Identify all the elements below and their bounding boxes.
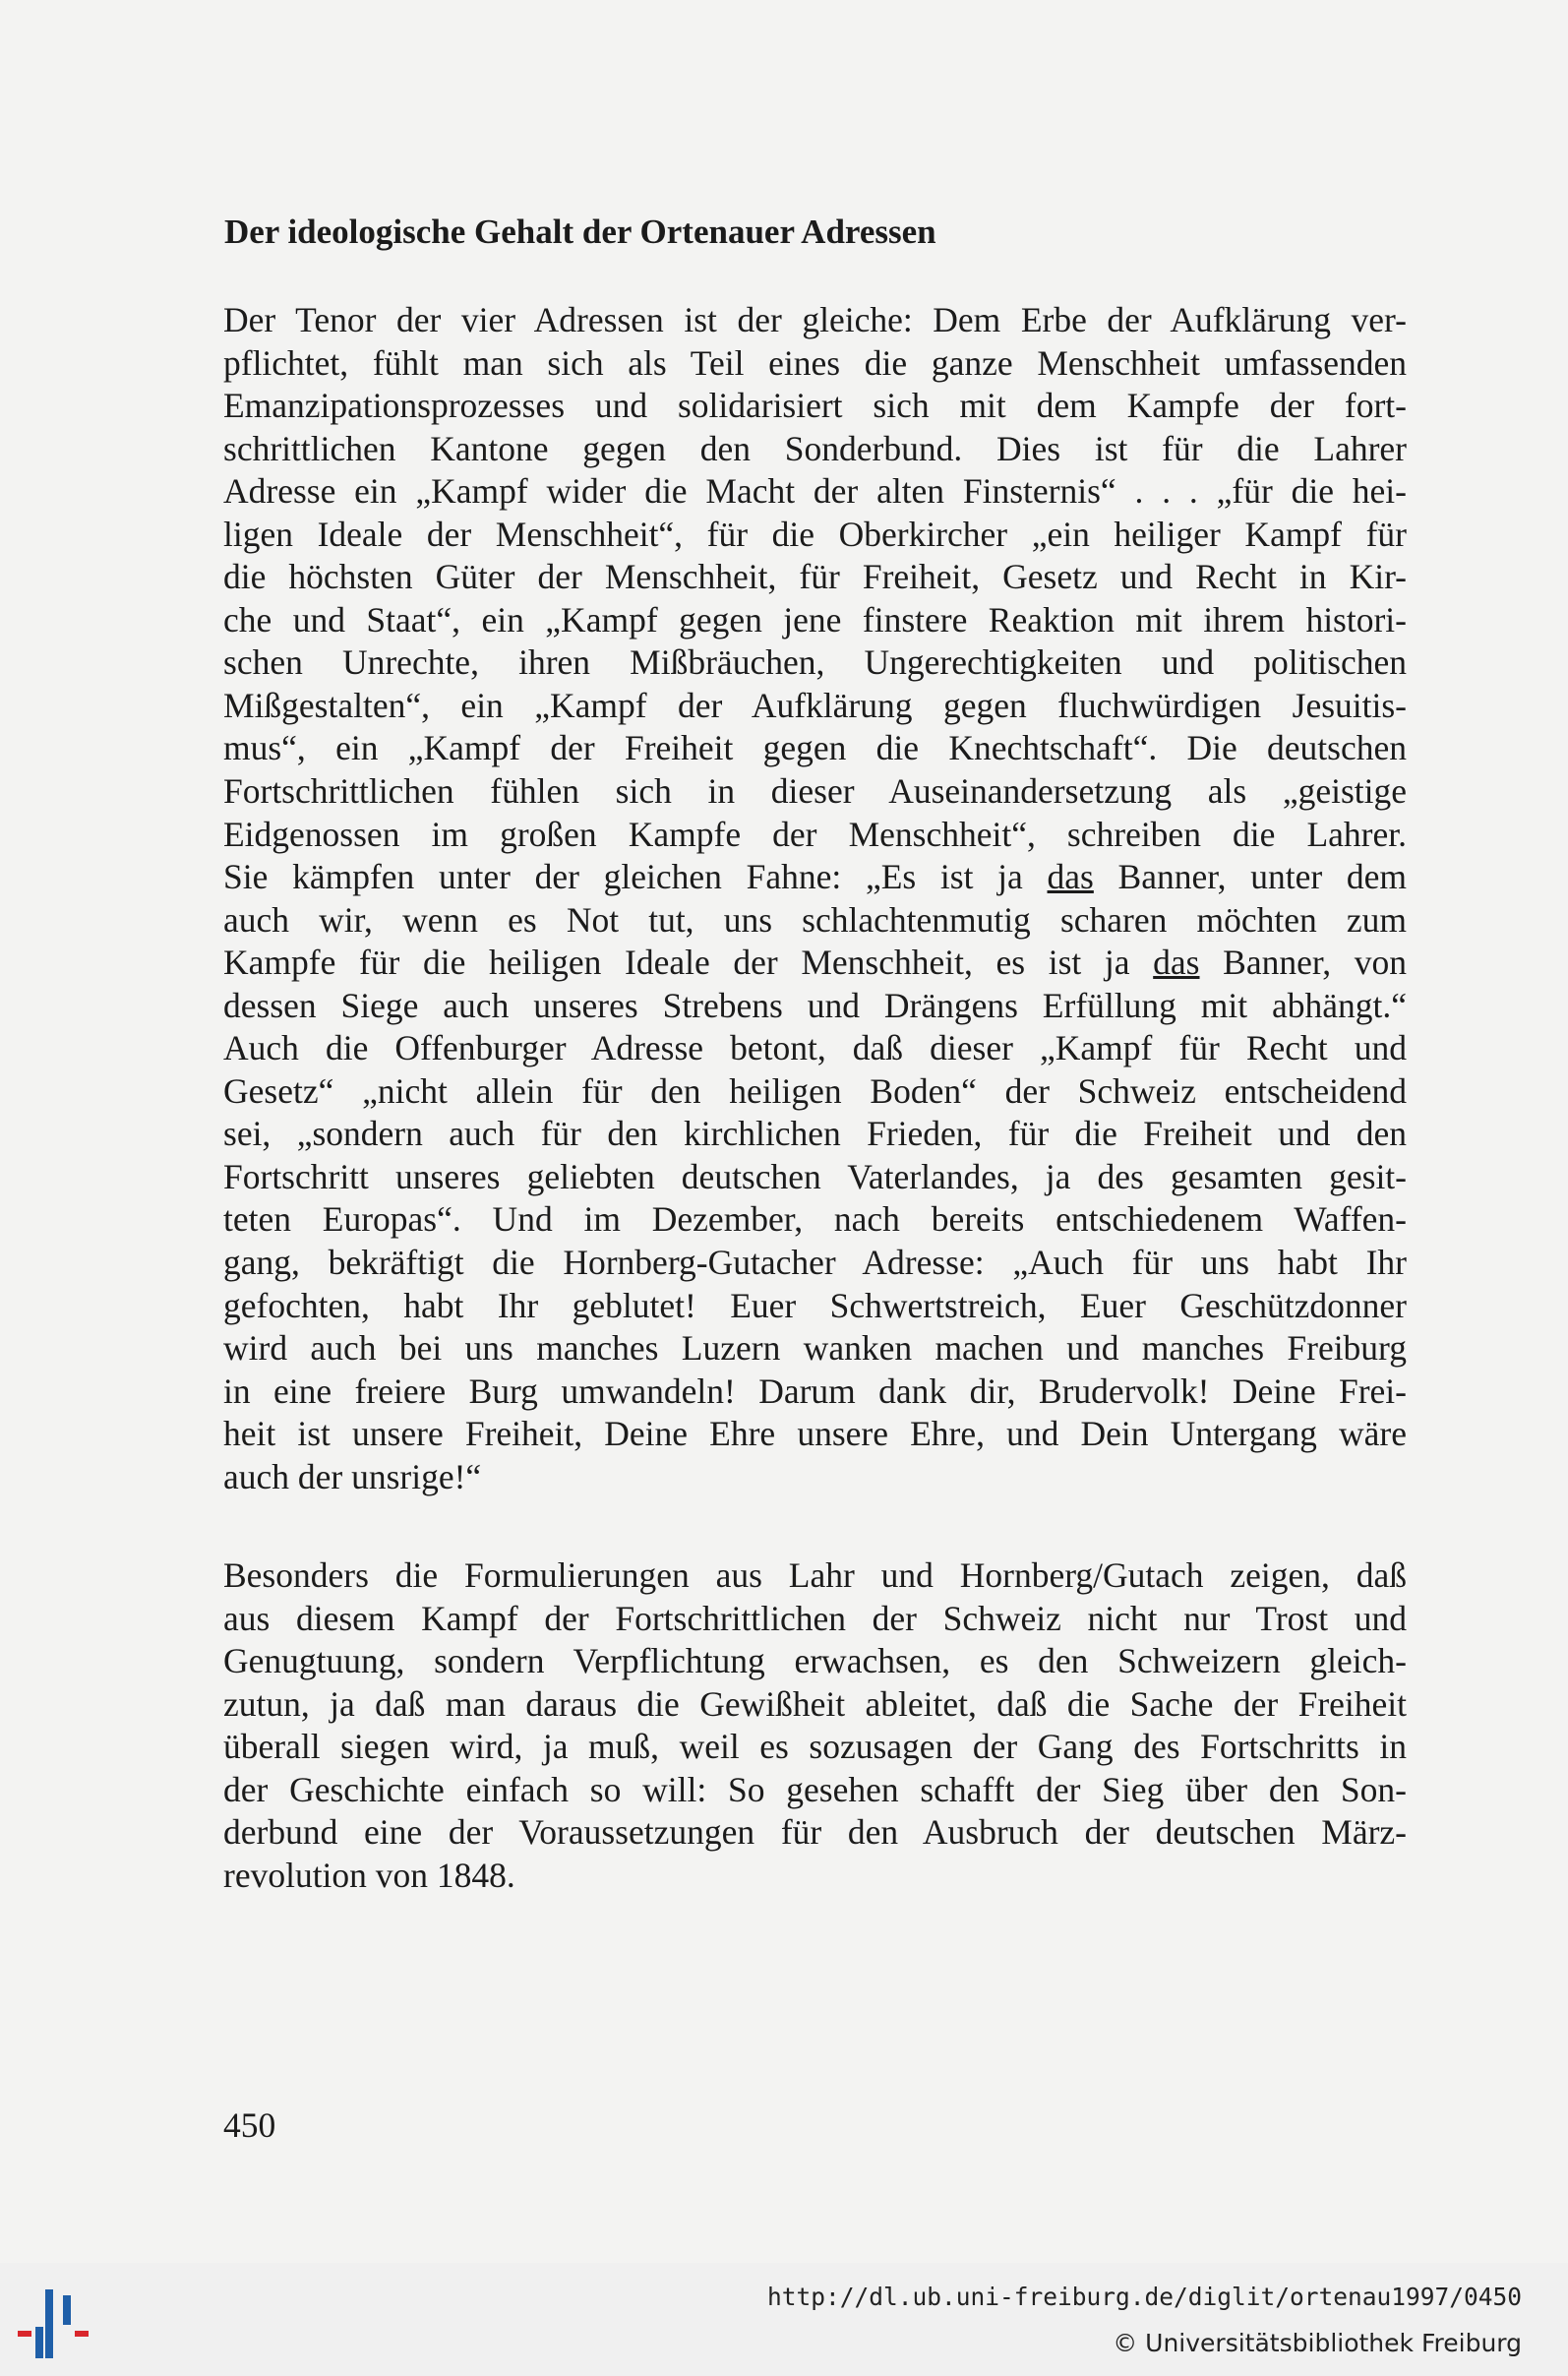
text-line: Eidgenossen im großen Kampfe der Menschheit“, schreiben die Lahrer. [223,814,1407,854]
text-line: Gesetz“ „nicht allein für den heiligen Boden“ der Schweiz entscheidend [223,1070,1407,1111]
text-line: Adresse ein „Kampf wider die Macht der alten Finsternis“ . . . „für die hei- [223,471,1407,512]
text-line: Fortschritt unseres geliebten deutschen Vaterlandes, ja des gesamten gesit- [223,1156,1407,1196]
text-line: in eine freiere Burg umwandeln! Darum dank dir, Brudervolk! Deine Frei- [223,1371,1407,1411]
footer-bar [0,2263,1568,2376]
section-heading: Der ideologische Gehalt der Ortenauer Adressen [224,213,936,251]
text-line: Genugtuung, sondern Verpflichtung erwachsen, es den Schweizern gleich- [223,1641,1407,1681]
text-line: überall siegen wird, ja muß, weil es sozusagen der Gang des Fortschritts in [223,1727,1407,1767]
body-paragraph-1 [223,299,1407,1498]
copyright-notice: © Universitätsbibliothek Freiburg [1113,2329,1522,2357]
text-line: heit ist unsere Freiheit, Deine Ehre unsere Ehre, und Dein Untergang wäre [223,1414,1407,1454]
text-line: zutun, ja daß man daraus die Gewißheit ableitet, daß die Sache der Freiheit [223,1683,1407,1724]
text-line: Der Tenor der vier Adressen ist der gleiche: Dem Erbe der Aufklärung ver- [223,300,1407,339]
text-line: Kampfe für die heiligen Ideale der Menschheit, es ist ja das Banner, von [223,943,1408,983]
text-line: Emanzipationsprozesses und solidarisiert sich mit dem Kampfe der fort- [223,386,1407,426]
text-line: schrittlichen Kantone gegen den Sonderbund. Dies ist für die Lahrer [223,428,1407,468]
text-line: mus“, ein „Kampf der Freiheit gegen die Knechtschaft“. Die deutschen [223,728,1407,768]
text-line: auch wir, wenn es Not tut, uns schlachtenmutig scharen möchten zum [223,899,1407,940]
text-line: ligen Ideale der Menschheit“, für die Oberkircher „ein heiliger Kampf für [223,514,1407,554]
text-line: die höchsten Güter der Menschheit, für Freiheit, Gesetz und Recht in Kir- [223,557,1407,597]
text-line: teten Europas“. Und im Dezember, nach bereits entschiedenem Waffen- [223,1199,1407,1240]
text-line: Sie kämpfen unter der gleichen Fahne: „Es ist ja das Banner, unter dem [223,857,1408,897]
text-line: derbund eine der Voraussetzungen für den Ausbruch der deutschen März- [223,1812,1407,1853]
text-line: dessen Siege auch unseres Strebens und Drängens Erfüllung mit abhängt.“ [223,985,1407,1025]
text-line: che und Staat“, ein „Kampf gegen jene finstere Reaktion mit ihrem histori- [223,599,1407,640]
text-line: Auch die Offenburger Adresse betont, daß dieser „Kampf für Recht und [223,1028,1407,1068]
text-line: Mißgestalten“, ein „Kampf der Aufklärung gegen fluchwürdigen Jesuitis- [223,685,1407,725]
text-line: gang, bekräftigt die Hornberg-Gutacher Adresse: „Auch für uns habt Ihr [223,1243,1407,1283]
text-line: schen Unrechte, ihren Mißbräuchen, Ungerechtigkeiten und politischen [223,642,1407,683]
text-line: wird auch bei uns manches Luzern wanken machen und manches Freiburg [223,1328,1407,1369]
page-number: 450 [223,2105,276,2145]
body-paragraph-2 [223,1554,1407,1897]
text-line: auch der unsrige!“ [223,1456,482,1496]
text-line: Fortschrittlichen fühlen sich in dieser Auseinandersetzung als „geistige [223,771,1407,812]
ub-freiburg-logo-icon [12,2287,100,2358]
text-line: gefochten, habt Ihr geblutet! Euer Schwertstreich, Euer Geschützdonner [223,1285,1407,1325]
permalink-url[interactable]: http://dl.ub.uni-freiburg.de/diglit/ortenau1997/0450 [766,2283,1522,2311]
text-line: Besonders die Formulierungen aus Lahr und Hornberg/Gutach zeigen, daß [223,1555,1407,1595]
text-line: revolution von 1848. [223,1855,515,1895]
text-line: sei, „sondern auch für den kirchlichen Frieden, für die Freiheit und den [223,1114,1407,1154]
text-line: aus diesem Kampf der Fortschrittlichen der Schweiz nicht nur Trost und [223,1598,1407,1638]
text-line: pflichtet, fühlt man sich als Teil eines die ganze Menschheit umfassenden [223,342,1407,383]
text-line: der Geschichte einfach so will: So gesehen schafft der Sieg über den Son- [223,1769,1407,1809]
